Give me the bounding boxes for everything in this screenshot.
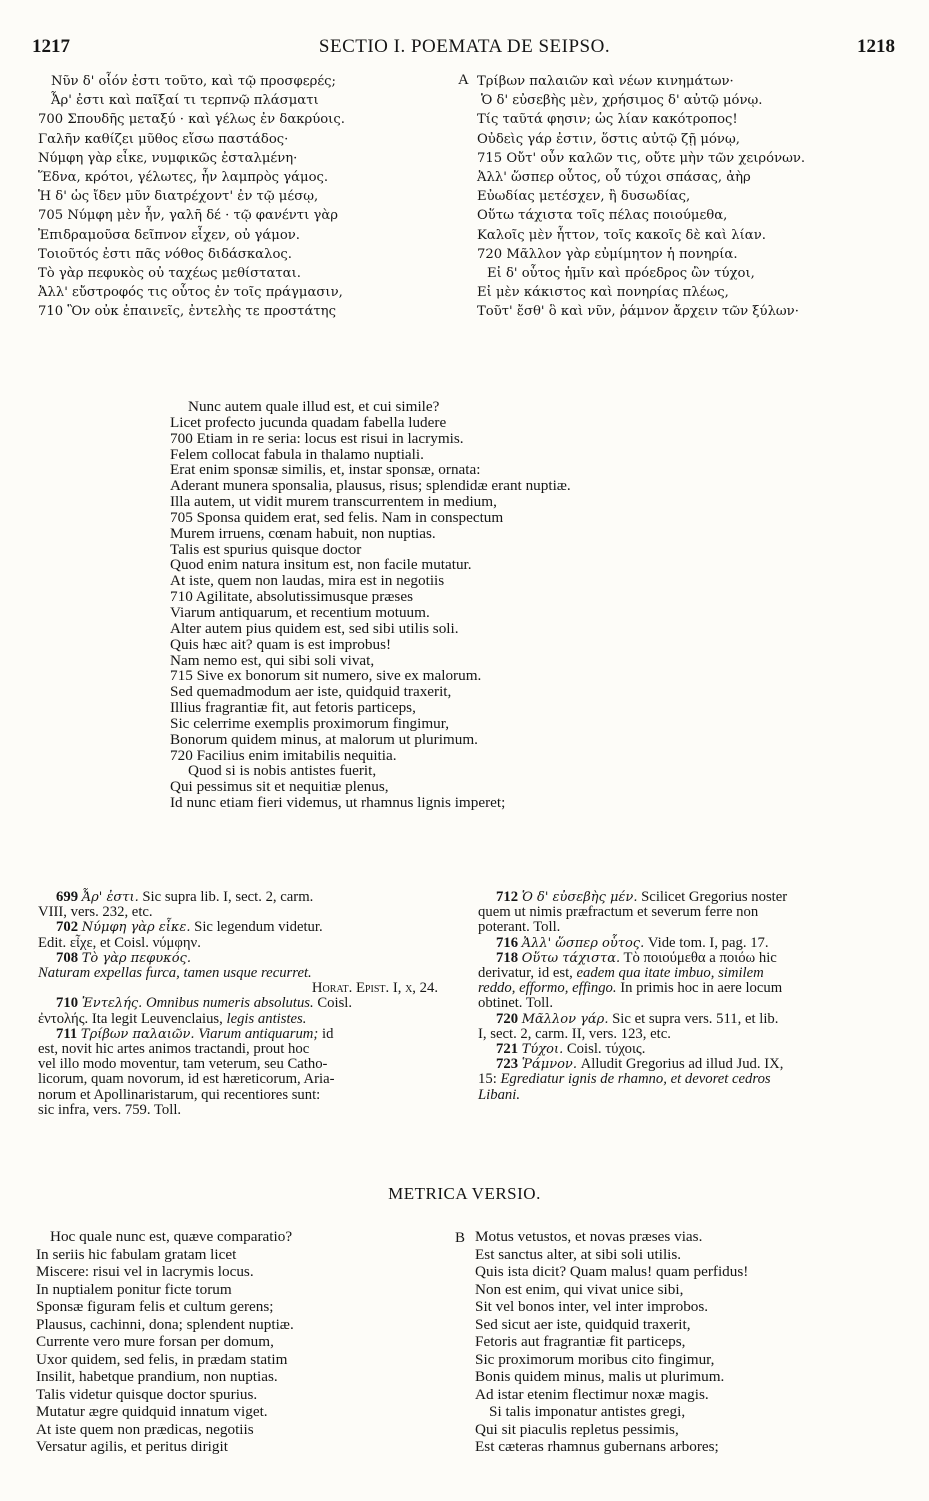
latin-line: Quod si is nobis antistes fuerit, (188, 762, 377, 780)
verse-line: Motus vetustos, et novas præses vias. (475, 1228, 703, 1245)
latin-line: Nunc autem quale illud est, et cui simile? (188, 398, 440, 415)
note-line: VIII, vers. 232, etc. (38, 904, 153, 921)
latin-line: Quod enim natura insitum est, non facile mutatur. (170, 556, 472, 574)
metrica-column-right (475, 1228, 748, 1456)
latin-line: Quis hæc ait? quam is est improbus! (170, 635, 392, 653)
greek-line: Τοῦτ' ἔσθ' ὃ καὶ νῦν, ῥάμνον ἄρχειν τῶν ξύλων· (477, 304, 799, 320)
verse-line: Talis videtur quisque doctor spurius. (36, 1385, 258, 1403)
latin-line: Aderant munera sponsalia, plausus, risus; splendidæ erant nuptiæ. (170, 477, 571, 495)
latin-line: At iste, quem non laudas, mira est in negotiis (170, 572, 445, 590)
verse-line: Bonis quidem minus, malis ut plurimum. (475, 1368, 725, 1385)
note-720: 720 Μᾶλλον γάρ. Sic et supra vers. 511, et lib. (496, 1010, 779, 1027)
note-710: 710 Ἐντελής. Omnibus numeris absolutus. Coisl. (56, 995, 353, 1012)
note-line: vel illo modo moventur, tam veterum, seu Catho- (38, 1056, 328, 1073)
greek-line: Ὁ δ' εὐσεβὴς μὲν, χρήσιμος δ' αὐτῷ μόνῳ. (481, 93, 763, 109)
verse-line: Non est enim, qui vivat unice sibi, (475, 1280, 684, 1298)
note-line: est, novit hic artes animos tractandi, prout hoc (38, 1041, 310, 1058)
margin-marker-b: B (455, 1230, 466, 1246)
greek-line: Ἆρ' ἐστι καὶ παῖξαί τι τερπνῷ πλάσματι (51, 93, 319, 109)
verse-line: Plausus, cachinni, dona; splendent nuptiæ. (36, 1315, 294, 1333)
verse-line: Hoc quale nunc est, quæve comparatio? (50, 1228, 293, 1245)
note-line: 15: Egrediatur ignis de rhamno, et devoret cedros (478, 1071, 771, 1088)
verse-line: Si talis imponatur antistes gregi, (489, 1403, 686, 1420)
verse-line: Sic proximorum moribus cito fingimur, (475, 1350, 715, 1368)
note-708: 708 Τὸ γὰρ πεφυκός. (56, 949, 191, 966)
latin-line: Licet profecto jucunda quadam fabella ludere (170, 413, 447, 431)
verse-line: Sed sicut aer iste, quidquid traxerit, (475, 1315, 691, 1333)
note-line: norum et Apollinaristarum, qui recentiores sunt: (38, 1086, 321, 1103)
note-line: Libani. (478, 1086, 521, 1103)
latin-line: 700 Etiam in re seria: locus est risui in lacrymis. (170, 429, 464, 447)
greek-line: Τίς ταῦτά φησιν; ὡς λίαν κακότροπος! (477, 112, 738, 128)
note-line: poterant. Toll. (478, 919, 561, 936)
metrica-column-left (36, 1228, 294, 1456)
note-line: Edit. εἶχε, et Coisl. νύμφην. (38, 934, 201, 951)
verse-line: Versatur agilis, et peritus dirigit (36, 1438, 228, 1455)
greek-line: Ἐπιδραμοῦσα δεῖπνον εἶχεν, οὐ γάμον. (38, 227, 300, 243)
latin-line: 720 Facilius enim imitabilis nequitia. (170, 746, 397, 764)
greek-line: Νύμφη γὰρ εἶκε, νυμφικῶς ἐσταλμένη· (38, 150, 298, 166)
latin-line: Erat enim sponsæ similis, et, instar sponsæ, ornata: (170, 461, 481, 479)
latin-line: Murem irruens, cœnam habuit, non nuptias. (170, 524, 436, 542)
verse-line: Ad istar etenim flectimur noxæ magis. (475, 1385, 709, 1403)
greek-line: Εἰ δ' οὗτος ἡμῖν καὶ πρόεδρος ὢν τύχοι, (487, 266, 755, 282)
verse-line: Est cæteras rhamnus gubernans arbores; (475, 1438, 719, 1455)
verse-line: Sit vel bonos inter, vel inter improbos. (475, 1298, 709, 1315)
latin-line: Nam nemo est, qui sibi soli vivat, (170, 651, 375, 669)
note-702: 702 Νύμφη γὰρ εἶκε. Sic legendum videtur. (56, 919, 323, 936)
note-699: 699 Ἆρ' ἐστι. Sic supra lib. I, sect. 2, carm. (56, 889, 314, 905)
verse-line: At iste quem non prædicas, negotiis (36, 1420, 254, 1438)
verse-line: Quis ista dicit? Quam malus! quam perfidus! (475, 1263, 749, 1280)
latin-line: Qui pessimus sit et nequitiæ plenus, (170, 778, 389, 796)
verse-line: Sponsæ figuram felis et cultum gerens; (36, 1298, 274, 1315)
greek-line: 710 Ὃν οὐκ ἐπαινεῖς, ἐντελὴς τε προστάτης (38, 304, 336, 320)
greek-line: Τρίβων παλαιῶν καὶ νέων κινημάτων· (477, 74, 734, 89)
verse-line: Uxor quidem, sed felis, in prædam statim (36, 1350, 288, 1368)
page-number-left: 1217 (32, 36, 70, 57)
note-721: 721 Τύχοι. Coisl. τύχοις. (496, 1041, 646, 1058)
note-line: quem ut nimis præfractum et severum ferre non (478, 904, 759, 921)
greek-line: Τοιοῦτός ἐστι πᾶς νόθος διδάσκαλος. (38, 246, 292, 262)
verse-line: Fetoris aut fragrantiæ fit particeps, (475, 1333, 686, 1350)
latin-line: Illa autem, ut vidit murem transcurrentem in medium, (170, 493, 497, 511)
note-718: 718 Οὕτω τάχιστα. Τὸ ποιούμεθα a ποιόω hic (496, 949, 777, 966)
latin-line: Illius fragrantiæ fit, aut fetoris particeps, (170, 699, 416, 717)
latin-line: Sic celerrime exemplis proximorum fingimur, (170, 714, 450, 732)
note-line: obtinet. Toll. (478, 995, 553, 1012)
margin-marker-a: A (458, 72, 469, 88)
note-716: 716 Ἀλλ' ὥσπερ οὗτος. Vide tom. I, pag. 17. (496, 934, 769, 951)
latin-line: Felem collocat fabula in thalamo nuptiali. (170, 445, 424, 463)
latin-line: Bonorum quidem minus, at malorum ut plurimum. (170, 730, 478, 748)
greek-line: Οὐδεὶς γάρ ἐστιν, ὅστις αὐτῷ ζῇ μόνῳ, (477, 131, 740, 147)
latin-line: Alter autem pius quidem est, sed sibi utilis soli. (170, 619, 459, 637)
note-line: I, sect. 2, carm. II, vers. 123, etc. (478, 1025, 671, 1042)
verse-line: Mutatur ægre quidquid innatum viget. (36, 1403, 268, 1420)
greek-line: Γαλῆν καθίζει μῦθος εἴσω παστάδος· (38, 131, 289, 147)
running-title: SECTIO I. POEMATA DE SEIPSO. (318, 36, 611, 57)
page-number-right: 1218 (857, 36, 895, 57)
latin-line: 705 Sponsa quidem erat, sed felis. Nam in conspectum (170, 508, 504, 526)
greek-column-left (38, 72, 345, 322)
greek-line: 720 Μᾶλλον γὰρ εὐμίμητον ἡ πονηρία. (477, 246, 738, 262)
latin-line: 710 Agilitate, absolutissimusque præses (170, 588, 413, 606)
verse-line: In nuptialem ponitur ficte torum (36, 1280, 232, 1298)
greek-line: Ἀλλ' εὔστροφός τις οὗτος ἐν τοῖς πράγμασιν, (38, 285, 343, 301)
latin-line: Viarum antiquarum, et recentium motuum. (170, 603, 430, 621)
greek-line: 705 Νύμφη μὲν ἦν, γαλῆ δέ · τῷ φανέντι γὰρ (38, 208, 339, 224)
note-line: sic infra, vers. 759. Toll. (38, 1101, 182, 1118)
section-title: METRICA VERSIO. (388, 1184, 541, 1203)
note-712: 712 Ὁ δ' εὐσεβὴς μέν. Scilicet Gregorius noster (496, 889, 788, 905)
note-line: derivatur, id est, eadem qua itate imbuo, similem (478, 965, 764, 982)
latin-line: 715 Sive ex bonorum sit numero, sive ex malorum. (170, 667, 482, 685)
verse-line: Insilit, habetque prandium, non nuptias. (36, 1368, 278, 1385)
greek-line: Ἡ δ' ὡς ἴδεν μῦν διατρέχοντ' ἐν τῷ μέσῳ, (38, 189, 319, 205)
greek-line: Εὐωδίας μετέσχεν, ἢ δυσωδίας, (477, 189, 691, 205)
latin-line: Sed quemadmodum aer iste, quidquid traxerit, (170, 683, 452, 701)
note-line: Naturam expellas furca, tamen usque recurret. (38, 965, 312, 982)
greek-line: Εἰ μὲν κάκιστος καὶ πονηρίας πλέως, (477, 285, 729, 301)
latin-line: Id nunc etiam fieri videmus, ut rhamnus lignis imperet; (170, 794, 506, 812)
note-line: licorum, quam novorum, id est hæreticorum, Aria- (38, 1071, 335, 1088)
greek-line: 715 Οὔτ' οὖν καλῶν τις, οὔτε μὴν τῶν χειρόνων. (477, 150, 806, 166)
note-line: ἐντολής. Ita legit Leuvenclaius, legis antistes. (38, 1010, 307, 1027)
notes-left (38, 890, 448, 1118)
greek-line: Οὕτω τάχιστα τοῖς πέλας ποιούμεθα, (477, 208, 728, 224)
greek-line: Καλοῖς μὲν ἧττον, τοῖς κακοῖς δὲ καὶ λίαν. (477, 227, 766, 243)
greek-column-right (477, 72, 805, 322)
greek-line: Ἀλλ' ὥσπερ οὗτος, οὗ τύχοι σπάσας, ἀὴρ (477, 170, 751, 186)
latin-translation (170, 399, 571, 811)
verse-line: Currente vero mure forsan per domum, (36, 1333, 274, 1350)
note-711: 711 Τρίβων παλαιῶν. Viarum antiquarum; id (56, 1025, 334, 1042)
verse-line: Qui sit piaculis repletus pessimis, (475, 1420, 679, 1438)
verse-line: Miscere: risui vel in lacrymis locus. (36, 1263, 254, 1280)
notes-right (478, 890, 898, 1103)
page-header (0, 36, 929, 60)
note-citation: Horat. Epist. I, x, 24. (311, 980, 438, 997)
greek-line: Ἕδνα, κρότοι, γέλωτες, ἦν λαμπρὸς γάμος. (38, 170, 329, 186)
verse-line: Est sanctus alter, at sibi soli utilis. (475, 1245, 682, 1263)
verse-line: In seriis hic fabulam gratam licet (36, 1245, 237, 1263)
greek-line: Τὸ γὰρ πεφυκὸς οὐ ταχέως μεθίσταται. (38, 266, 301, 282)
greek-line: Νῦν δ' οἷόν ἐστι τοῦτο, καὶ τῷ προσφερές; (51, 74, 336, 89)
latin-line: Talis est spurius quisque doctor (170, 540, 362, 558)
note-line: reddo, efformo, effingo. In primis hoc in aere locum (478, 980, 783, 997)
note-723: 723 Ῥάμνον. Alludit Gregorius ad illud Jud. IX, (496, 1056, 784, 1073)
greek-line: 700 Σπουδῆς μεταξύ · καὶ γέλως ἐν δακρύοις. (38, 112, 345, 128)
